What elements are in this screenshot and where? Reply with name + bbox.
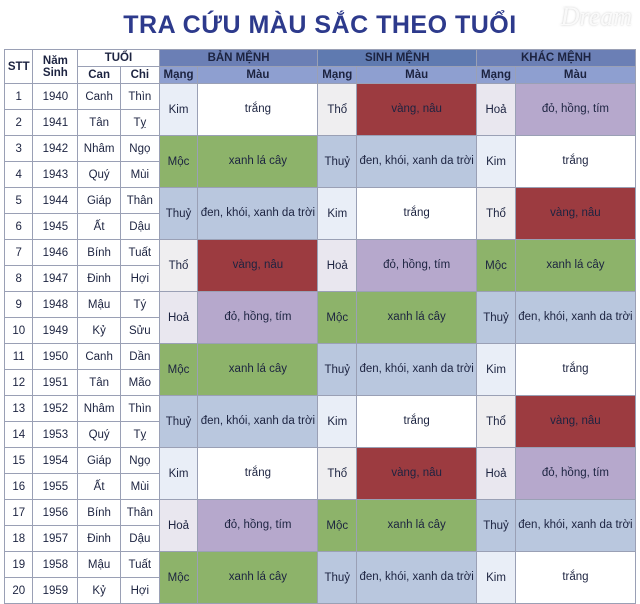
cell-nam-sinh: 1950 xyxy=(33,344,78,370)
cell-chi: Thìn xyxy=(120,84,159,110)
cell-sinh-menh-mang: Mộc xyxy=(318,500,357,552)
cell-nam-sinh: 1943 xyxy=(33,162,78,188)
cell-khac-menh-mang: Hoả xyxy=(477,448,516,500)
cell-can: Nhâm xyxy=(78,396,121,422)
cell-chi: Mùi xyxy=(120,474,159,500)
cell-sinh-menh-mang: Thuỷ xyxy=(318,344,357,396)
cell-sinh-menh-mau: đen, khói, xanh da trời xyxy=(357,136,477,188)
table-row xyxy=(5,500,636,526)
cell-chi: Tuất xyxy=(120,240,159,266)
cell-khac-menh-mau: đỏ, hồng, tím xyxy=(515,448,635,500)
cell-chi: Hợi xyxy=(120,578,159,604)
table-header xyxy=(5,50,636,84)
cell-ban-menh-mang: Mộc xyxy=(159,552,198,604)
cell-chi: Thìn xyxy=(120,396,159,422)
cell-khac-menh-mau: đen, khói, xanh da trời xyxy=(515,292,635,344)
cell-nam-sinh: 1944 xyxy=(33,188,78,214)
header-ban-menh: BẢN MỆNH xyxy=(159,50,318,67)
cell-ban-menh-mang: Hoả xyxy=(159,292,198,344)
cell-can: Bính xyxy=(78,240,121,266)
cell-ban-menh-mau: trắng xyxy=(198,84,318,136)
cell-can: Giáp xyxy=(78,448,121,474)
cell-khac-menh-mau: vàng, nâu xyxy=(515,188,635,240)
cell-nam-sinh: 1956 xyxy=(33,500,78,526)
cell-chi: Tỵ xyxy=(120,422,159,448)
cell-ban-menh-mau: đen, khói, xanh da trời xyxy=(198,188,318,240)
table-row xyxy=(5,552,636,578)
cell-sinh-menh-mang: Thổ xyxy=(318,84,357,136)
cell-khac-menh-mau: trắng xyxy=(515,344,635,396)
cell-stt: 15 xyxy=(5,448,33,474)
cell-chi: Thân xyxy=(120,188,159,214)
cell-can: Ất xyxy=(78,214,121,240)
cell-nam-sinh: 1951 xyxy=(33,370,78,396)
cell-chi: Tuất xyxy=(120,552,159,578)
cell-stt: 19 xyxy=(5,552,33,578)
cell-nam-sinh: 1946 xyxy=(33,240,78,266)
cell-chi: Tý xyxy=(120,292,159,318)
cell-stt: 18 xyxy=(5,526,33,552)
cell-can: Bính xyxy=(78,500,121,526)
cell-stt: 13 xyxy=(5,396,33,422)
table-row xyxy=(5,448,636,474)
header-sinh-menh: SINH MỆNH xyxy=(318,50,477,67)
cell-can: Canh xyxy=(78,84,121,110)
cell-chi: Mão xyxy=(120,370,159,396)
cell-sinh-menh-mau: vàng, nâu xyxy=(357,448,477,500)
cell-khac-menh-mang: Kim xyxy=(477,344,516,396)
cell-ban-menh-mau: xanh lá cây xyxy=(198,552,318,604)
cell-sinh-menh-mau: đen, khói, xanh da trời xyxy=(357,344,477,396)
cell-sinh-menh-mang: Hoả xyxy=(318,240,357,292)
cell-ban-menh-mang: Hoả xyxy=(159,500,198,552)
cell-nam-sinh: 1947 xyxy=(33,266,78,292)
cell-khac-menh-mau: đen, khói, xanh da trời xyxy=(515,500,635,552)
cell-nam-sinh: 1953 xyxy=(33,422,78,448)
cell-chi: Ngọ xyxy=(120,136,159,162)
cell-chi: Sửu xyxy=(120,318,159,344)
cell-sinh-menh-mang: Thuỷ xyxy=(318,136,357,188)
cell-sinh-menh-mang: Kim xyxy=(318,396,357,448)
table-row xyxy=(5,240,636,266)
cell-khac-menh-mang: Thuỷ xyxy=(477,500,516,552)
cell-nam-sinh: 1954 xyxy=(33,448,78,474)
cell-sinh-menh-mang: Kim xyxy=(318,188,357,240)
cell-can: Tân xyxy=(78,110,121,136)
cell-khac-menh-mau: trắng xyxy=(515,552,635,604)
cell-nam-sinh: 1952 xyxy=(33,396,78,422)
cell-khac-menh-mau: xanh lá cây xyxy=(515,240,635,292)
cell-can: Nhâm xyxy=(78,136,121,162)
cell-sinh-menh-mang: Thuỷ xyxy=(318,552,357,604)
cell-chi: Mùi xyxy=(120,162,159,188)
cell-nam-sinh: 1945 xyxy=(33,214,78,240)
watermark-text: Dream xyxy=(560,2,632,31)
header-ban-menh-mau: Màu xyxy=(198,67,318,84)
cell-can: Mậu xyxy=(78,552,121,578)
cell-khac-menh-mang: Kim xyxy=(477,552,516,604)
cell-nam-sinh: 1948 xyxy=(33,292,78,318)
cell-stt: 9 xyxy=(5,292,33,318)
cell-sinh-menh-mang: Thổ xyxy=(318,448,357,500)
cell-stt: 10 xyxy=(5,318,33,344)
cell-chi: Ngọ xyxy=(120,448,159,474)
cell-ban-menh-mau: trắng xyxy=(198,448,318,500)
cell-ban-menh-mau: đỏ, hồng, tím xyxy=(198,292,318,344)
cell-nam-sinh: 1940 xyxy=(33,84,78,110)
cell-can: Canh xyxy=(78,344,121,370)
cell-stt: 6 xyxy=(5,214,33,240)
table-body xyxy=(5,84,636,604)
color-lookup-table xyxy=(4,49,636,604)
page-title: TRA CỨU MÀU SẮC THEO TUỔI xyxy=(123,11,517,39)
cell-can: Giáp xyxy=(78,188,121,214)
header-stt: STT xyxy=(5,50,33,84)
header-tuoi: TUỔI xyxy=(78,50,159,67)
cell-ban-menh-mau: xanh lá cây xyxy=(198,136,318,188)
cell-ban-menh-mang: Kim xyxy=(159,84,198,136)
cell-stt: 5 xyxy=(5,188,33,214)
cell-nam-sinh: 1941 xyxy=(33,110,78,136)
cell-can: Ất xyxy=(78,474,121,500)
cell-ban-menh-mang: Thuỷ xyxy=(159,396,198,448)
cell-stt: 8 xyxy=(5,266,33,292)
header-khac-menh: KHÁC MỆNH xyxy=(477,50,636,67)
cell-stt: 4 xyxy=(5,162,33,188)
cell-stt: 20 xyxy=(5,578,33,604)
cell-chi: Dần xyxy=(120,344,159,370)
header-chi: Chi xyxy=(120,67,159,84)
cell-can: Tân xyxy=(78,370,121,396)
cell-stt: 14 xyxy=(5,422,33,448)
cell-nam-sinh: 1955 xyxy=(33,474,78,500)
cell-can: Đinh xyxy=(78,526,121,552)
cell-ban-menh-mau: đỏ, hồng, tím xyxy=(198,500,318,552)
cell-sinh-menh-mau: đen, khói, xanh da trời xyxy=(357,552,477,604)
cell-sinh-menh-mau: vàng, nâu xyxy=(357,84,477,136)
cell-stt: 1 xyxy=(5,84,33,110)
cell-ban-menh-mang: Kim xyxy=(159,448,198,500)
cell-ban-menh-mang: Thổ xyxy=(159,240,198,292)
cell-chi: Dậu xyxy=(120,214,159,240)
cell-khac-menh-mau: đỏ, hồng, tím xyxy=(515,84,635,136)
cell-khac-menh-mang: Thổ xyxy=(477,396,516,448)
cell-ban-menh-mang: Mộc xyxy=(159,136,198,188)
header-nam-sinh: Năm Sinh xyxy=(33,50,78,84)
cell-chi: Dậu xyxy=(120,526,159,552)
cell-sinh-menh-mau: xanh lá cây xyxy=(357,292,477,344)
cell-ban-menh-mau: đen, khói, xanh da trời xyxy=(198,396,318,448)
cell-stt: 17 xyxy=(5,500,33,526)
cell-khac-menh-mang: Kim xyxy=(477,136,516,188)
cell-ban-menh-mau: xanh lá cây xyxy=(198,344,318,396)
header-sinh-menh-mang: Mạng xyxy=(318,67,357,84)
cell-sinh-menh-mang: Mộc xyxy=(318,292,357,344)
cell-stt: 2 xyxy=(5,110,33,136)
table-row xyxy=(5,344,636,370)
cell-nam-sinh: 1958 xyxy=(33,552,78,578)
cell-can: Kỷ xyxy=(78,578,121,604)
cell-sinh-menh-mau: trắng xyxy=(357,396,477,448)
table-row xyxy=(5,396,636,422)
table-row xyxy=(5,136,636,162)
cell-sinh-menh-mau: đỏ, hồng, tím xyxy=(357,240,477,292)
cell-khac-menh-mau: vàng, nâu xyxy=(515,396,635,448)
cell-can: Đinh xyxy=(78,266,121,292)
cell-stt: 12 xyxy=(5,370,33,396)
header-sinh-menh-mau: Màu xyxy=(357,67,477,84)
cell-can: Quý xyxy=(78,422,121,448)
cell-nam-sinh: 1942 xyxy=(33,136,78,162)
table-row xyxy=(5,84,636,110)
cell-stt: 16 xyxy=(5,474,33,500)
header-ban-menh-mang: Mạng xyxy=(159,67,198,84)
cell-khac-menh-mang: Hoả xyxy=(477,84,516,136)
cell-stt: 7 xyxy=(5,240,33,266)
cell-can: Kỷ xyxy=(78,318,121,344)
cell-nam-sinh: 1959 xyxy=(33,578,78,604)
cell-chi: Hợi xyxy=(120,266,159,292)
cell-khac-menh-mau: trắng xyxy=(515,136,635,188)
cell-khac-menh-mang: Thuỷ xyxy=(477,292,516,344)
cell-chi: Tỵ xyxy=(120,110,159,136)
cell-can: Mậu xyxy=(78,292,121,318)
table-row xyxy=(5,188,636,214)
cell-khac-menh-mang: Thổ xyxy=(477,188,516,240)
table-row xyxy=(5,292,636,318)
cell-nam-sinh: 1949 xyxy=(33,318,78,344)
cell-chi: Thân xyxy=(120,500,159,526)
header-khac-menh-mang: Mạng xyxy=(477,67,516,84)
cell-ban-menh-mau: vàng, nâu xyxy=(198,240,318,292)
cell-ban-menh-mang: Mộc xyxy=(159,344,198,396)
header-can: Can xyxy=(78,67,121,84)
cell-sinh-menh-mau: xanh lá cây xyxy=(357,500,477,552)
cell-ban-menh-mang: Thuỷ xyxy=(159,188,198,240)
cell-can: Quý xyxy=(78,162,121,188)
cell-sinh-menh-mau: trắng xyxy=(357,188,477,240)
cell-stt: 3 xyxy=(5,136,33,162)
cell-stt: 11 xyxy=(5,344,33,370)
header-khac-menh-mau: Màu xyxy=(515,67,635,84)
cell-khac-menh-mang: Mộc xyxy=(477,240,516,292)
cell-nam-sinh: 1957 xyxy=(33,526,78,552)
